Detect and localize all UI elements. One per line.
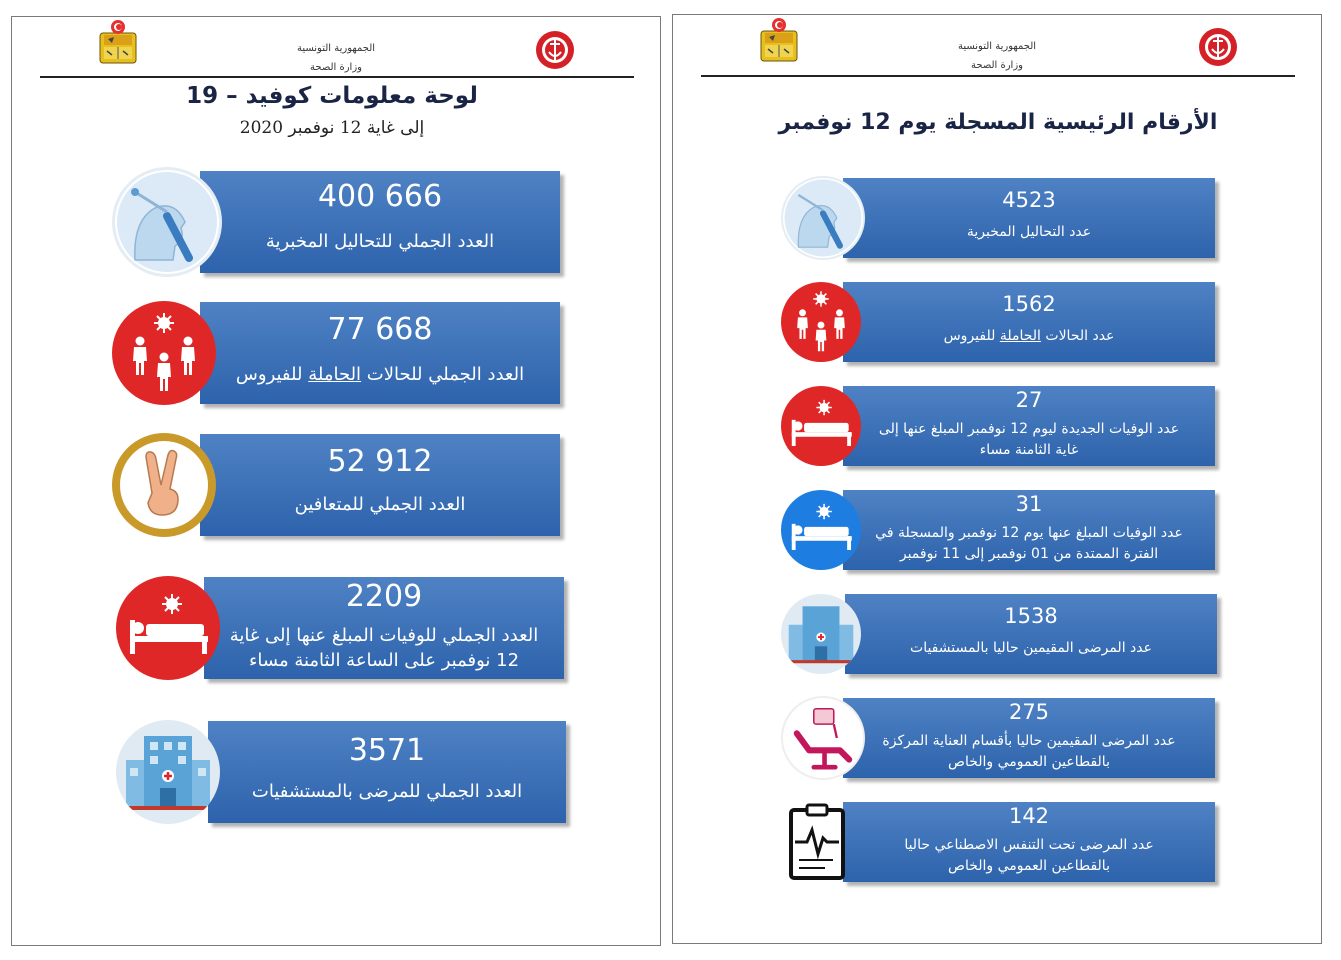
card-label-underlined: الحاملة bbox=[999, 328, 1041, 344]
card-value: 275 bbox=[1008, 700, 1050, 724]
header-title bbox=[897, 37, 1097, 75]
card-value: 2209 bbox=[345, 579, 423, 614]
card-label bbox=[204, 623, 564, 673]
victory-hand-icon bbox=[112, 433, 216, 537]
card-value: 31 bbox=[1015, 492, 1043, 516]
stat-card-tests bbox=[781, 178, 1215, 258]
header-divider bbox=[40, 76, 634, 78]
stat-card-hospitalized bbox=[781, 594, 1217, 674]
card-label-part: للفيروس bbox=[943, 328, 1000, 344]
card-value: 3571 bbox=[348, 733, 426, 768]
card-label bbox=[200, 362, 560, 387]
card-panel bbox=[200, 434, 560, 536]
stat-card-new-deaths bbox=[781, 386, 1215, 466]
card-label-line: بالقطاعين العمومي والخاص bbox=[948, 858, 1110, 874]
header-title bbox=[236, 39, 436, 77]
card-panel bbox=[843, 178, 1215, 258]
lab-test-icon bbox=[781, 176, 865, 260]
republic-label: الجمهورية التونسية bbox=[957, 41, 1037, 52]
card-label: العدد الجملي للتحاليل المخبرية bbox=[265, 231, 495, 252]
stat-card-icu bbox=[781, 698, 1215, 778]
tunisia-emblem-icon bbox=[759, 17, 799, 63]
card-label bbox=[843, 835, 1215, 877]
card-label-line: العدد الجملي للوفيات المبلغ عنها إلى غاية bbox=[229, 625, 539, 646]
card-panel bbox=[843, 490, 1215, 570]
page-title: الأرقام الرئيسية المسجلة يوم 12 نوفمبر bbox=[778, 110, 1218, 135]
stat-card-deaths bbox=[112, 577, 564, 679]
card-panel bbox=[843, 282, 1215, 362]
card-label bbox=[843, 523, 1215, 565]
icu-chair-icon bbox=[781, 696, 865, 780]
card-label bbox=[843, 419, 1215, 461]
stat-card-hospitalized bbox=[112, 721, 566, 823]
dashboard-page-daily bbox=[672, 14, 1322, 944]
header-divider bbox=[701, 75, 1295, 77]
deaths-bed-icon bbox=[781, 386, 861, 466]
stat-card-ventilator bbox=[781, 802, 1215, 882]
card-panel bbox=[845, 594, 1217, 674]
card-label-part: العدد الجملي للحالات bbox=[361, 364, 525, 385]
card-label-line: بالقطاعين العمومي والخاص bbox=[948, 754, 1110, 770]
republic-label: الجمهورية التونسية bbox=[296, 43, 376, 54]
card-panel bbox=[843, 386, 1215, 466]
card-panel bbox=[843, 802, 1215, 882]
deaths-bed-icon bbox=[116, 576, 220, 680]
deaths-bed-blue-icon bbox=[781, 490, 861, 570]
card-value: 4523 bbox=[1002, 188, 1056, 212]
card-label: العدد الجملي للمتعافين bbox=[294, 494, 466, 515]
card-label-line: عدد الوفيات المبلغ عنها يوم 12 نوفمبر والمسجلة في bbox=[875, 525, 1183, 541]
lab-test-icon bbox=[112, 167, 222, 277]
card-label-line: عدد المرضى المقيمين حاليا بأقسام العناية المركزة bbox=[882, 733, 1176, 749]
page-title: لوحة معلومات كوفيد – 19 bbox=[186, 83, 478, 109]
stat-card-reported-deaths bbox=[781, 490, 1215, 570]
card-value: 77 668 bbox=[327, 312, 433, 347]
card-panel bbox=[200, 171, 560, 273]
card-label bbox=[843, 731, 1215, 773]
ventilator-clipboard-icon bbox=[785, 802, 851, 882]
card-value: 1562 bbox=[1002, 292, 1056, 316]
hospital-icon bbox=[781, 594, 861, 674]
card-label-line: 12 نوفمبر على الساعة الثامنة مساء bbox=[248, 650, 520, 671]
card-label-line: غاية الثامنة مساء bbox=[979, 442, 1079, 458]
card-label-underlined: الحاملة bbox=[308, 364, 362, 385]
card-label: عدد التحاليل المخبرية bbox=[966, 224, 1092, 240]
dashboard-page-cumulative bbox=[11, 16, 661, 946]
card-value: 1538 bbox=[1004, 604, 1058, 628]
card-value: 142 bbox=[1008, 804, 1050, 828]
card-panel bbox=[843, 698, 1215, 778]
card-value: 27 bbox=[1015, 388, 1043, 412]
ministry-label: وزارة الصحة bbox=[310, 62, 362, 73]
card-label-line: الفترة الممتدة من 01 نوفمبر إلى 11 نوفمبر bbox=[899, 546, 1159, 562]
card-value: 400 666 bbox=[317, 179, 443, 214]
card-value: 52 912 bbox=[327, 444, 433, 479]
card-label: العدد الجملي للمرضى بالمستشفيات bbox=[251, 781, 523, 802]
virus-carriers-icon bbox=[112, 301, 216, 405]
card-label-line: عدد الوفيات الجديدة ليوم 12 نوفمبر المبلغ عنها إلى bbox=[878, 421, 1180, 437]
ministry-logo-icon bbox=[1198, 27, 1238, 67]
stat-card-carriers bbox=[112, 302, 560, 404]
card-label: عدد المرضى المقيمين حاليا بالمستشفيات bbox=[910, 640, 1152, 656]
card-panel bbox=[204, 577, 564, 679]
card-label bbox=[843, 326, 1215, 347]
card-label-part: للفيروس bbox=[235, 364, 309, 385]
stat-card-recovered bbox=[112, 434, 560, 536]
ministry-logo-icon bbox=[535, 30, 575, 70]
card-label-line: عدد المرضى تحت التنفس الاصطناعي حاليا bbox=[904, 837, 1154, 853]
stat-card-carriers bbox=[781, 282, 1215, 362]
ministry-label: وزارة الصحة bbox=[971, 60, 1023, 71]
card-panel bbox=[200, 302, 560, 404]
card-label-part: عدد الحالات bbox=[1040, 328, 1115, 344]
hospital-icon bbox=[116, 720, 220, 824]
tunisia-emblem-icon bbox=[98, 19, 138, 65]
virus-carriers-icon bbox=[781, 282, 861, 362]
page-subtitle: إلى غاية 12 نوفمبر 2020 bbox=[239, 118, 425, 138]
stat-card-tests bbox=[112, 171, 560, 273]
card-panel bbox=[208, 721, 566, 823]
